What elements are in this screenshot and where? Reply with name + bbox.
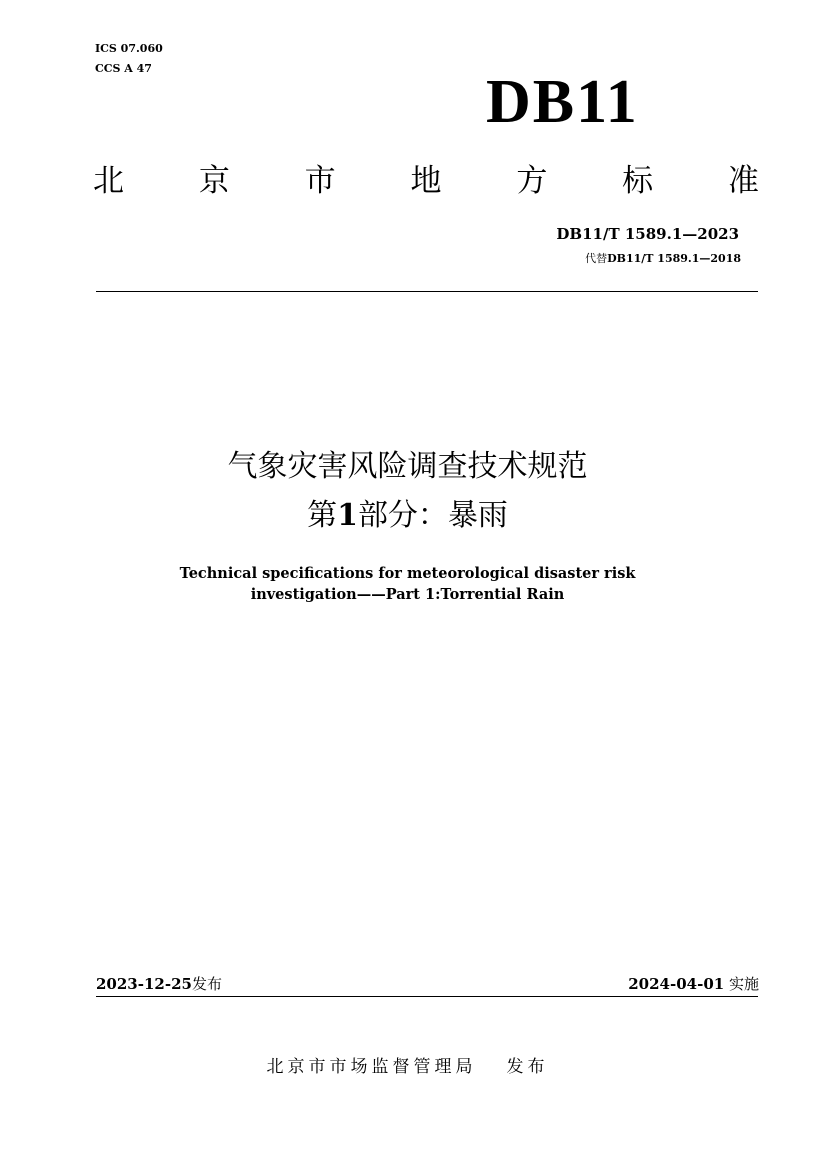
header-divider <box>96 291 758 292</box>
category-char: 标 <box>622 163 654 199</box>
replaces-line <box>585 252 741 266</box>
category-char: 方 <box>516 163 548 199</box>
replaced-standard-number: DB11/T 1589.1—2018 <box>607 252 741 265</box>
document-title: 气象灾害风险调查技术规范 <box>227 449 588 484</box>
implement-date-line <box>628 974 759 994</box>
category-char: 准 <box>727 163 759 199</box>
publisher-name: 北京市市场监督管理局 <box>266 1057 477 1077</box>
standard-number: DB11/T 1589.1—2023 <box>556 225 739 243</box>
document-part-title <box>0 495 815 537</box>
replaces-label: 代替 <box>585 252 608 265</box>
category-char: 市 <box>304 163 336 199</box>
publisher-line <box>0 1055 815 1079</box>
publisher-action: 发布 <box>506 1057 549 1077</box>
ccs-code: CCS A 47 <box>95 62 152 75</box>
category-char: 京 <box>198 163 230 199</box>
issue-date: 2023-12-25 <box>96 975 192 993</box>
implement-date: 2024-04-01 <box>628 975 725 993</box>
implement-label: 实施 <box>728 975 759 993</box>
english-title-line-2: investigation——Part 1:Torrential Rain <box>250 586 565 603</box>
issue-label: 发布 <box>191 975 222 993</box>
db11-logo: DB11 <box>486 68 639 136</box>
part-prefix: 第 <box>307 498 338 533</box>
category-char: 北 <box>93 163 124 199</box>
ics-code: ICS 07.060 <box>95 42 163 55</box>
part-number: 1 <box>337 498 358 533</box>
part-suffix: 部分：暴雨 <box>357 498 508 533</box>
standard-category <box>93 158 759 204</box>
issue-date-line <box>96 974 222 994</box>
footer-divider <box>96 996 758 997</box>
english-title-line-1: Technical specifications for meteorological disaster risk <box>179 565 636 582</box>
category-char: 地 <box>410 163 442 199</box>
